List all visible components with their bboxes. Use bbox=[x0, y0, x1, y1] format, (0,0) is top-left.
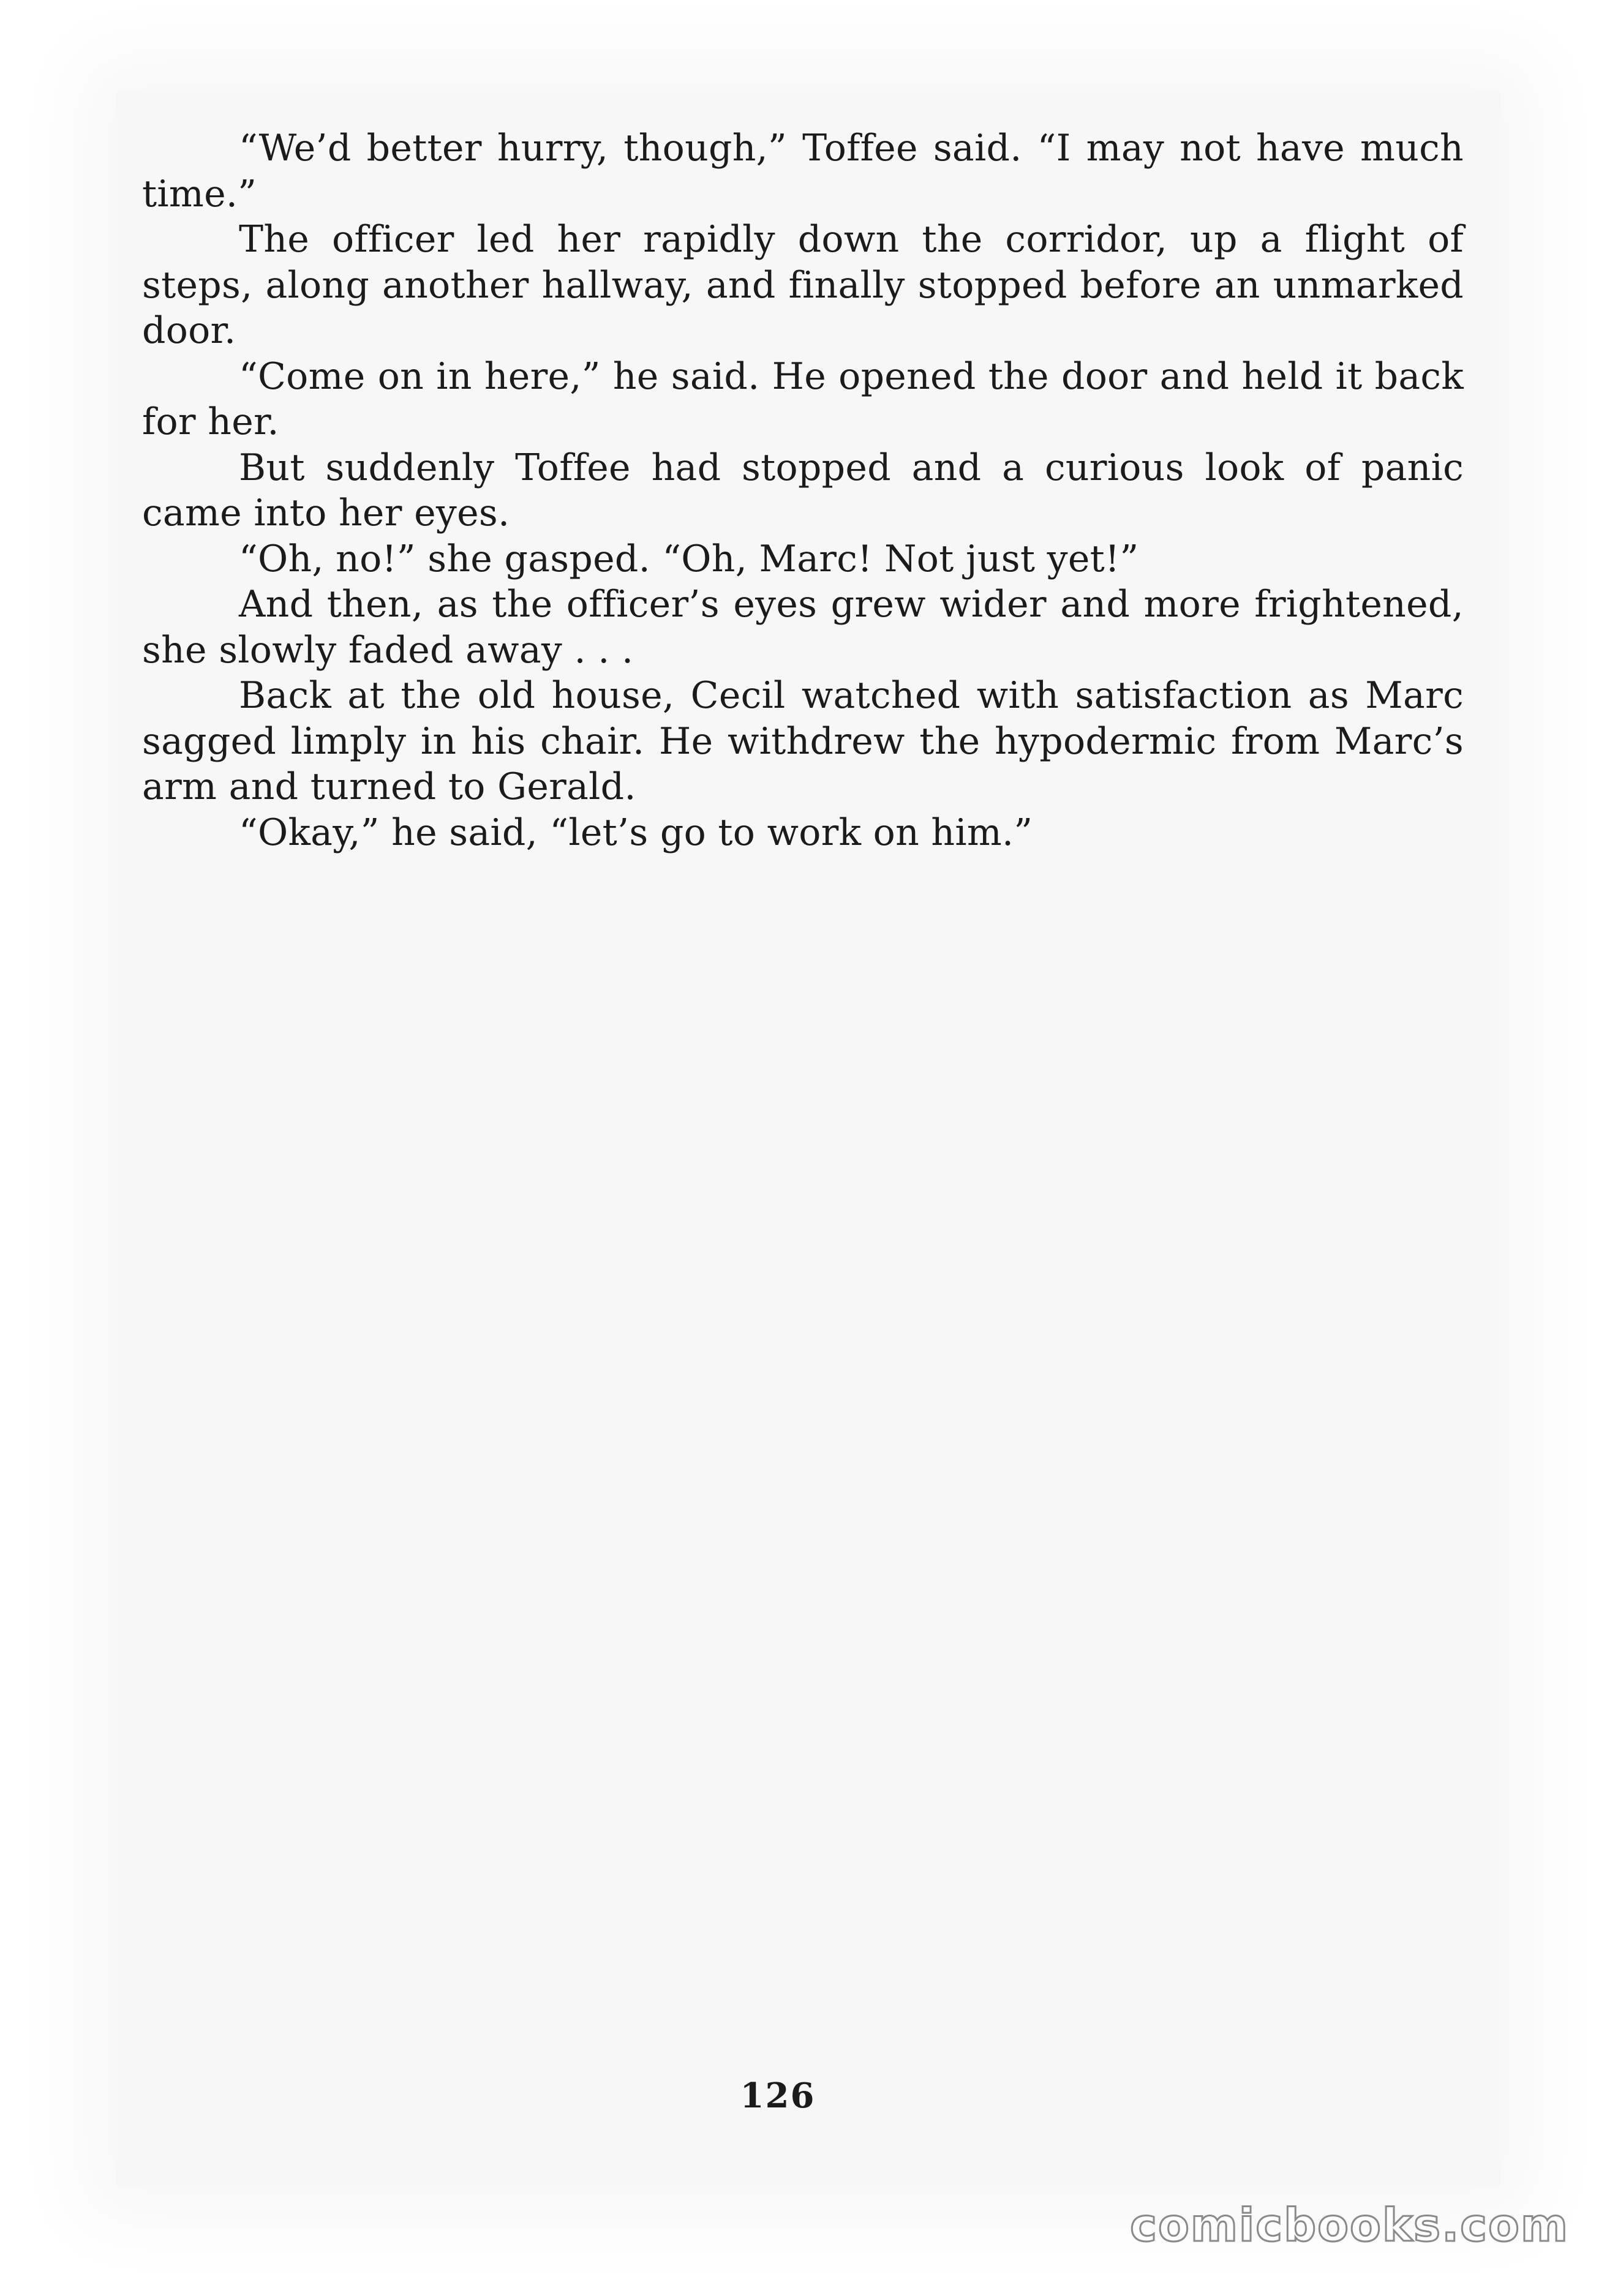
site-watermark: comicbooks.com bbox=[1130, 2199, 1569, 2252]
paragraph-6: And then, as the officer’s eyes grew wider and more frightened, she slowly faded away . . . bbox=[142, 583, 1464, 672]
paragraph-4: But suddenly Toffee had stopped and a curious look of panic came into her eyes. bbox=[142, 446, 1464, 535]
body-text bbox=[142, 126, 1464, 855]
paragraph-8: “Okay,” he said, “let’s go to work on him.” bbox=[239, 811, 1033, 854]
paragraph-2: The officer led her rapidly down the corridor, up a flight of steps, along another hallway, and finally stopped before an unmarked door. bbox=[142, 218, 1464, 352]
page-number: 126 bbox=[740, 2076, 816, 2116]
paragraph-1: “We’d better hurry, though,” Toffee said. “I may not have much time.” bbox=[142, 127, 1464, 216]
paragraph-3: “Come on in here,” he said. He opened the door and held it back for her. bbox=[142, 355, 1464, 443]
paragraph-5: “Oh, no!” she gasped. “Oh, Marc! Not just yet!” bbox=[239, 537, 1139, 580]
paragraph-7: Back at the old house, Cecil watched with satisfaction as Marc sagged limply in his chair. He withdrew the hypodermic from Marc’s arm and turned to Gerald. bbox=[142, 674, 1464, 808]
